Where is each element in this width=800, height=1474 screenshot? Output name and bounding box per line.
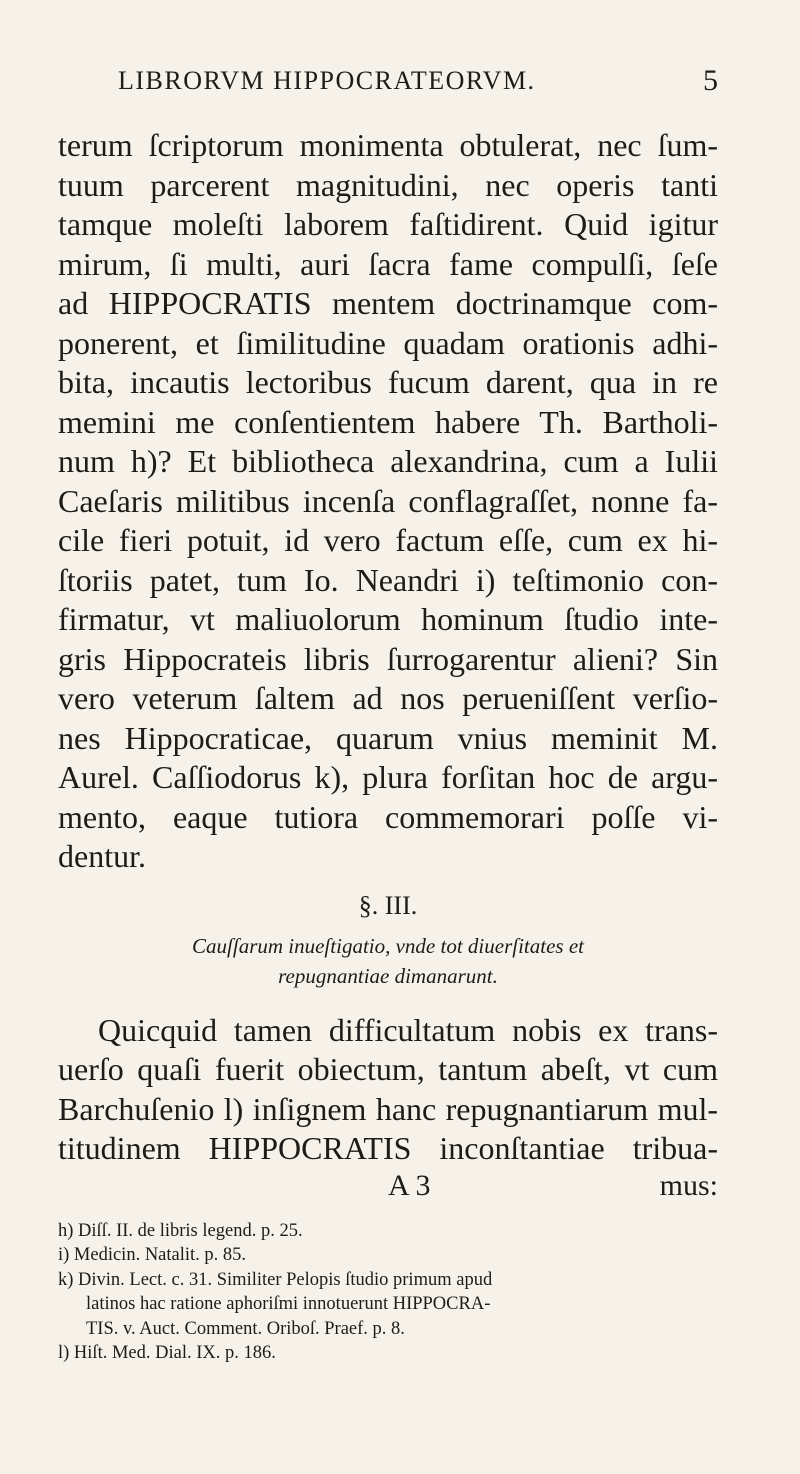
text-line: gris Hippocrateis libris ſurrogarentur alieni? Sin bbox=[58, 640, 718, 677]
text-line: vero veterum ſaltem ad nos perueniſſent verſio- bbox=[58, 680, 718, 716]
section-title bbox=[58, 931, 718, 991]
section-title-line: Cauſſarum inueſtigatio, vnde tot diuerſitates et bbox=[192, 933, 584, 958]
text-line: Aurel. Caſſiodorus k), plura forſitan hoc de argu- bbox=[58, 759, 718, 795]
text-line: tamque moleſti laborem faſtidirent. Quid igitur bbox=[58, 206, 718, 242]
text-line: ad HIPPOCRATIS mentem doctrinamque com- bbox=[58, 285, 718, 321]
footnote: h) Diſſ. II. de libris legend. p. 25. bbox=[58, 1220, 303, 1241]
running-title: LIBRORVM HIPPOCRATEORVM. bbox=[118, 66, 536, 95]
catchword: mus: bbox=[659, 1168, 718, 1202]
text-line: num h)? Et bibliotheca alexandrina, cum a Iulii bbox=[58, 443, 718, 479]
text-line: ponerent, et ſimilitudine quadam orationis adhi- bbox=[58, 324, 718, 361]
section-number: §. III. bbox=[358, 890, 418, 920]
text-line: firmatur, vt maliuolorum hominum ſtudio inte- bbox=[58, 601, 718, 637]
text-line: Barchuſenio l) inſignem hanc repugnantiarum mul- bbox=[58, 1090, 718, 1127]
section-title-line: repugnantiae dimanarunt. bbox=[278, 963, 498, 988]
text-line: terum ſcriptorum monimenta obtulerat, nec ſum- bbox=[58, 127, 718, 163]
paragraph-2 bbox=[58, 1011, 718, 1169]
text-line: dentur. bbox=[58, 838, 146, 874]
signature-mark: A 3 bbox=[388, 1168, 431, 1202]
text-line: mirum, ſi multi, auri ſacra fame compulſi, ſeſe bbox=[58, 245, 718, 282]
text-line: uerſo quaſi fuerit obiectum, tantum abeſt, vt cum bbox=[58, 1051, 718, 1087]
text-line: memini me conſentientem habere Th. Bartholi- bbox=[58, 403, 718, 440]
text-line: titudinem HIPPOCRATIS inconſtantiae tribua- bbox=[58, 1130, 718, 1166]
text-line: bita, incautis lectoribus fucum darent, qua in re bbox=[58, 364, 718, 400]
paragraph-1 bbox=[58, 126, 718, 877]
text-line: nes Hippocraticae, quarum vnius meminit M. bbox=[58, 719, 718, 756]
running-head bbox=[58, 60, 718, 104]
footnotes bbox=[58, 1219, 718, 1366]
footnote: l) Hiſt. Med. Dial. IX. p. 186. bbox=[58, 1343, 276, 1363]
page-number: 5 bbox=[703, 64, 718, 97]
text-line: mento, eaque tutiora commemorari poſſe vi- bbox=[58, 798, 718, 835]
text-line: Caeſaris militibus incenſa conflagraſſet, nonne fa- bbox=[58, 482, 718, 519]
footnote: i) Medicin. Natalit. p. 85. bbox=[58, 1245, 247, 1265]
footnote-continuation: latinos hac ratione aphoriſmi innotuerunt HIPPOCRA- bbox=[86, 1294, 491, 1314]
signature-line bbox=[58, 1169, 718, 1209]
text-line: ſtoriis patet, tum Io. Neandri i) teſtimonio con- bbox=[58, 561, 718, 598]
footnote-continuation: TIS. v. Auct. Comment. Oriboſ. Praef. p. 8. bbox=[86, 1318, 405, 1339]
text-line: Quicquid tamen difficultatum nobis ex trans- bbox=[98, 1011, 718, 1048]
footnote: k) Divin. Lect. c. 31. Similiter Pelopis ſtudio primum apud bbox=[58, 1269, 493, 1290]
text-line: tuum parcerent magnitudini, nec operis tanti bbox=[58, 166, 718, 203]
text-line: cile fieri potuit, id vero factum eſſe, cum ex hi- bbox=[58, 522, 718, 558]
